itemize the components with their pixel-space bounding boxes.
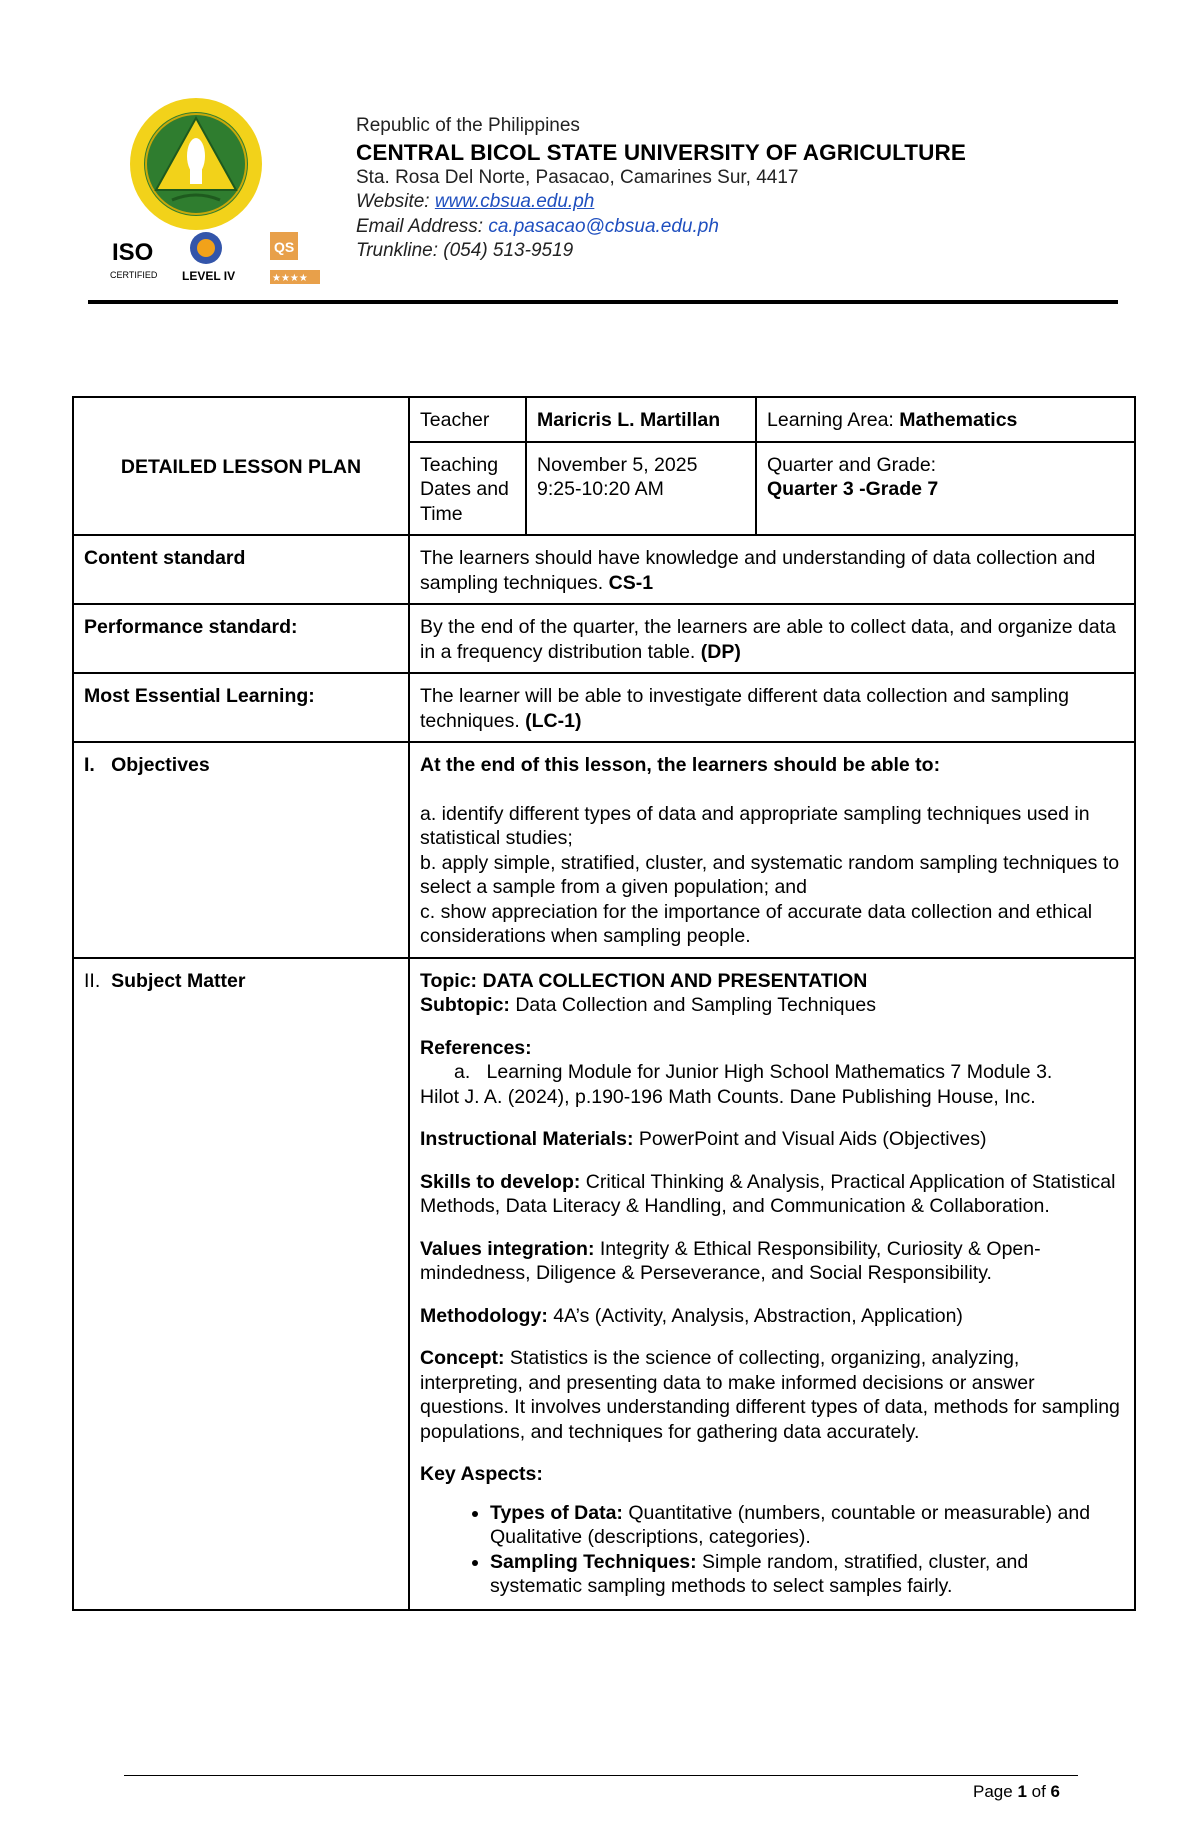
objective-c: c. show appreciation for the importance of accurate data collection and ethical considerations when sampling people. xyxy=(420,900,1093,947)
skills-label: Skills to develop: xyxy=(420,1170,586,1193)
email-link[interactable]: ca.pasacao@cbsua.edu.ph xyxy=(488,215,719,237)
materials-line xyxy=(420,1127,1124,1152)
objectives-cell xyxy=(409,742,1135,958)
objectives-label-cell xyxy=(73,742,409,958)
subject-label-cell xyxy=(73,958,409,1610)
reference-a-line2: Hilot J. A. (2024), p.190-196 Math Counts. Dane Publishing House, Inc. xyxy=(420,1085,1036,1108)
quarter-cell xyxy=(756,442,1135,536)
topic-line xyxy=(420,969,1124,994)
concept-line xyxy=(420,1346,1124,1444)
methodology-line xyxy=(420,1304,1124,1329)
website-link[interactable]: www.cbsua.edu.ph xyxy=(434,191,595,212)
concept-value: Statistics is the science of collecting, organizing, analyzing, interpreting, and presenting data to make informed decisions or answer questions. It involves understanding different types of data, methods for sampling populations, and techniques for gathering data accurately. xyxy=(420,1347,1120,1443)
objective-a: a. identify different types of data and appropriate sampling techniques used in statistical studies; xyxy=(420,802,1090,849)
skills-value: Critical Thinking & Analysis, Practical Application of Statistical Methods, Data Literacy & Handling, and Communication & Collaboration. xyxy=(420,1170,1116,1217)
svg-text:LEVEL IV: LEVEL IV xyxy=(182,269,236,283)
letterhead xyxy=(356,114,1116,264)
address-line: Sta. Rosa Del Norte, Pasacao, Camarines Sur, 4417 xyxy=(356,166,799,188)
table-row xyxy=(73,397,1135,442)
table-row xyxy=(73,673,1135,742)
table-row xyxy=(73,535,1135,604)
objectives-label: Objectives xyxy=(111,754,210,776)
values-label: Values integration: xyxy=(420,1237,600,1260)
lesson-date: November 5, 2025 xyxy=(537,453,698,476)
skills-line xyxy=(420,1170,1124,1219)
subtopic-value: Data Collection and Sampling Techniques xyxy=(515,994,876,1016)
page-current: 1 xyxy=(1017,1782,1027,1801)
quarter-value: Quarter 3 -Grade 7 xyxy=(767,478,939,500)
of-word: of xyxy=(1026,1782,1051,1801)
teacher-label: Teacher xyxy=(409,397,526,442)
plan-title: DETAILED LESSON PLAN xyxy=(73,397,409,535)
materials-label: Instructional Materials: xyxy=(420,1128,639,1150)
page-total: 6 xyxy=(1050,1782,1060,1801)
learning-area-value: Mathematics xyxy=(899,409,1018,431)
mel-cell xyxy=(409,673,1135,742)
performance-standard-cell xyxy=(409,604,1135,673)
references-label: References: xyxy=(420,1036,532,1059)
trunkline-line: Trunkline: (054) 513-9519 xyxy=(356,240,574,261)
email-line xyxy=(356,215,1116,240)
footer-divider xyxy=(124,1775,1078,1776)
teacher-name: Maricris L. Martillan xyxy=(526,397,756,442)
lesson-plan-table xyxy=(72,396,1136,1611)
country-line: Republic of the Philippines xyxy=(356,115,580,136)
page-word: Page xyxy=(973,1782,1018,1801)
table-row xyxy=(73,958,1135,1610)
subject-label: Subject Matter xyxy=(111,969,246,992)
table-row xyxy=(73,604,1135,673)
learning-area-label: Learning Area: xyxy=(767,409,900,431)
subject-number: II. xyxy=(84,969,101,992)
table-row xyxy=(73,742,1135,958)
concept-label: Concept: xyxy=(420,1347,510,1369)
svg-text:ISO: ISO xyxy=(112,239,154,266)
values-value: Integrity & Ethical Responsibility, Curiosity & Open-mindedness, Diligence & Perseverance, and Social Responsibility. xyxy=(420,1237,1041,1284)
dates-cell xyxy=(526,442,756,536)
content-standard-label: Content standard xyxy=(73,535,409,604)
list-item xyxy=(490,1550,1124,1599)
header-divider xyxy=(88,300,1118,304)
content-standard-text: The learners should have knowledge and understanding of data collection and sampling techniques. xyxy=(420,547,1096,594)
accreditation-badges xyxy=(108,228,324,290)
website-line xyxy=(356,190,1116,215)
performance-standard-label: Performance standard: xyxy=(73,604,409,673)
key-aspects-label: Key Aspects: xyxy=(420,1463,543,1485)
objective-b: b. apply simple, stratified, cluster, and systematic random sampling techniques to select a sample from a given population; and xyxy=(420,851,1120,898)
svg-text:CERTIFIED: CERTIFIED xyxy=(110,270,158,280)
key-aspect-text: Quantitative (numbers, countable or measurable) and Qualitative (descriptions, categories). xyxy=(490,1501,1091,1548)
mel-code: (LC-1) xyxy=(525,709,582,732)
subject-cell xyxy=(409,958,1135,1610)
content-standard-cell xyxy=(409,535,1135,604)
subtopic-label: Subtopic: xyxy=(420,994,516,1016)
mel-label: Most Essential Learning: xyxy=(73,673,409,742)
key-aspect-label: Types of Data: xyxy=(490,1501,629,1524)
methodology-value: 4A’s (Activity, Analysis, Abstraction, Application) xyxy=(553,1304,963,1327)
svg-text:QS: QS xyxy=(274,239,295,255)
materials-value: PowerPoint and Visual Aids (Objectives) xyxy=(638,1128,987,1150)
learning-area-cell xyxy=(756,397,1135,442)
reference-a-line1 xyxy=(420,1060,1124,1085)
topic-value: DATA COLLECTION AND PRESENTATION xyxy=(482,969,868,992)
key-aspects-list xyxy=(420,1501,1124,1599)
university-name: CENTRAL BICOL STATE UNIVERSITY OF AGRICULTURE xyxy=(356,139,966,165)
topic-label: Topic: xyxy=(420,969,483,992)
objectives-number: I. xyxy=(84,754,95,776)
performance-standard-text: By the end of the quarter, the learners are able to collect data, and organize data in a frequency distribution table. xyxy=(420,616,1116,663)
dates-label: Teaching Dates and Time xyxy=(409,442,526,536)
quarter-label: Quarter and Grade: xyxy=(767,453,937,476)
page-number xyxy=(900,1782,1060,1802)
performance-standard-code: (DP) xyxy=(700,640,741,663)
list-item xyxy=(490,1501,1124,1550)
lesson-time: 9:25-10:20 AM xyxy=(537,478,664,500)
subtopic-line xyxy=(420,993,1124,1018)
key-aspect-text: Simple random, stratified, cluster, and systematic sampling methods to select samples fairly. xyxy=(490,1550,1029,1597)
reference-a-text: Learning Module for Junior High School Mathematics 7 Module 3. xyxy=(486,1061,1053,1083)
values-line xyxy=(420,1237,1124,1286)
objectives-intro: At the end of this lesson, the learners should be able to: xyxy=(420,754,941,776)
mel-text: The learner will be able to investigate different data collection and sampling techniques. xyxy=(420,685,1069,732)
email-label: Email Address: xyxy=(356,215,489,237)
methodology-label: Methodology: xyxy=(420,1304,554,1327)
svg-text:★★★★: ★★★★ xyxy=(272,273,308,284)
content-standard-code: CS-1 xyxy=(608,571,654,594)
website-label: Website: xyxy=(356,191,435,212)
reference-a-marker: a. xyxy=(454,1061,471,1083)
university-seal-icon xyxy=(128,96,264,232)
key-aspect-label: Sampling Techniques: xyxy=(490,1550,702,1573)
